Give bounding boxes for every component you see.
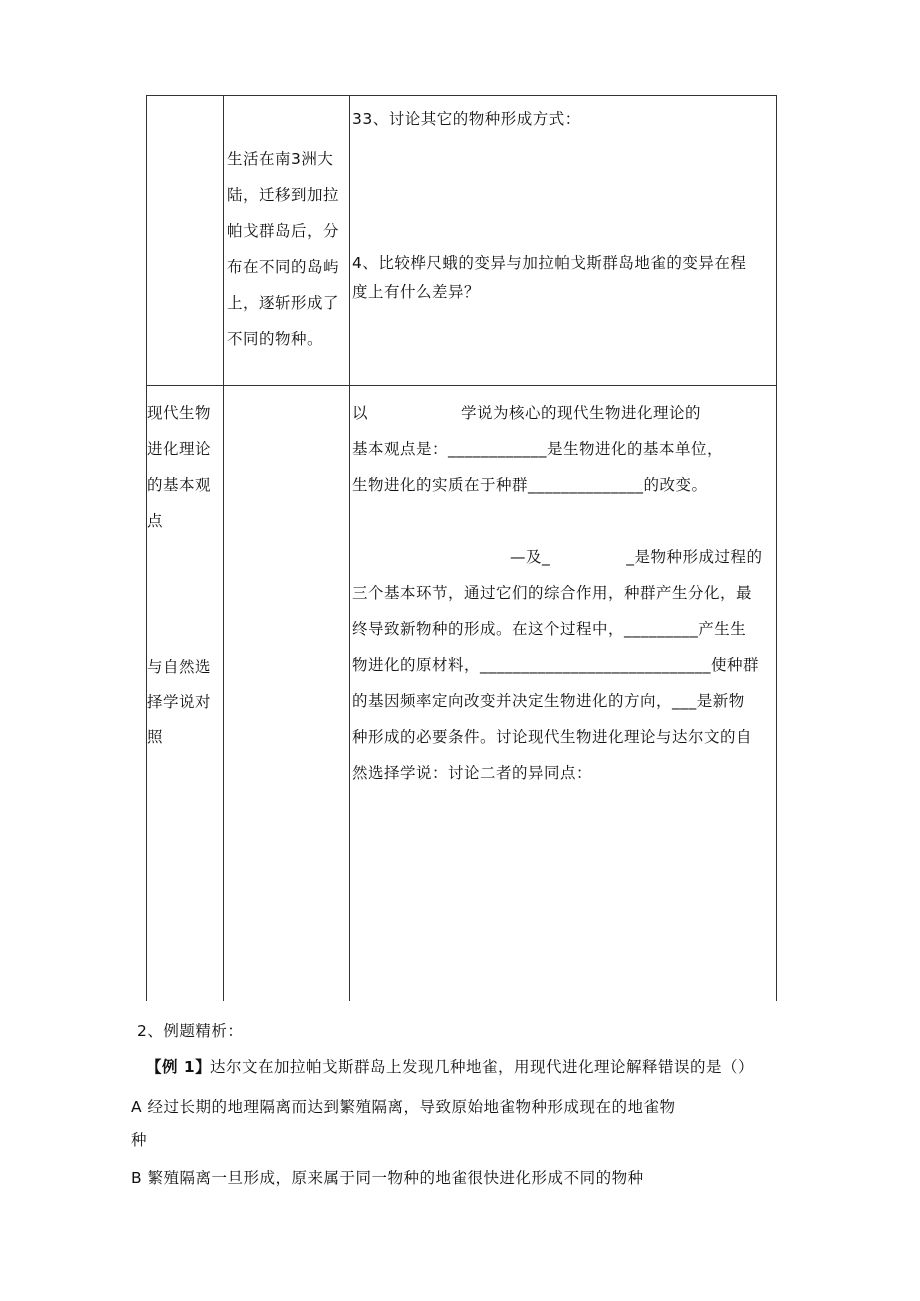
row1-col2-line: 上，逐斩形成了 <box>227 294 340 312</box>
row2-col1-line: 点 <box>147 512 164 530</box>
row1-col2-line: 帕戈群岛后，分 <box>227 222 340 240</box>
row1-col2-line: 布在不同的岛屿 <box>227 258 340 276</box>
table-col-divider-1 <box>223 95 224 1001</box>
para-line: 生物进化的实质在于种群______________的改变。 <box>352 476 708 494</box>
section-heading: 2、例题精析： <box>137 1022 244 1040</box>
para-line: 终导致新物种的形成。在这个过程中，_________产生生 <box>352 620 747 638</box>
para-line: 然选择学说：讨论二者的异同点： <box>352 764 593 782</box>
para-line: —及_ _是物种形成过程的 <box>510 548 763 566</box>
table-right-border <box>776 95 777 1001</box>
para-line: 基本观点是：____________是生物进化的基本单位， <box>352 440 724 458</box>
para-line: 的基因频率定向改变并决定生物进化的方向，___是新物 <box>352 692 745 710</box>
option-b: B 繁殖隔离一旦形成，原来属于同一物种的地雀很快进化形成不同的物种 <box>131 1169 644 1187</box>
question-4-line2: 度上有什么差异？ <box>352 283 481 301</box>
row2-col1-line: 进化理论 <box>147 440 212 458</box>
row2-col1-line: 的基本观 <box>147 476 212 494</box>
para-line: 学说为核心的现代生物进化理论的 <box>461 404 702 422</box>
table-row-divider <box>146 385 777 386</box>
row2-col1-line: 现代生物 <box>147 404 212 422</box>
row2-col1-line: 照 <box>147 728 164 746</box>
example-label: 【例 1】 <box>146 1058 212 1076</box>
row1-col2-line: 不同的物种。 <box>227 330 324 348</box>
row1-col2-line: 生活在南3洲大 <box>227 150 334 168</box>
option-a-line2: 种 <box>131 1131 148 1149</box>
table-left-border <box>146 95 147 1001</box>
para-line: 物进化的原材料，____________________________使种群 <box>352 656 760 674</box>
row2-col1-line: 择学说对 <box>147 693 212 711</box>
para-line: 以 <box>352 404 369 422</box>
option-a-line1: A 经过长期的地理隔离而达到繁殖隔离，导致原始地雀物种形成现在的地雀物 <box>131 1098 676 1116</box>
question-4-line1: 4、比较桦尺蛾的变异与加拉帕戈斯群岛地雀的变异在程 <box>352 254 747 272</box>
example-text: 达尔文在加拉帕戈斯群岛上发现几种地雀，用现代进化理论解释错误的是（） <box>210 1058 755 1076</box>
para-line: 三个基本环节，通过它们的综合作用，种群产生分化，最 <box>352 584 753 602</box>
question-3: 33、讨论其它的物种形成方式： <box>352 110 581 128</box>
table-col-divider-2 <box>349 95 350 1001</box>
table-top-border <box>146 95 777 96</box>
row1-col2-line: 陆，迁移到加拉 <box>227 186 340 204</box>
row2-col1-line: 与自然选 <box>147 658 212 676</box>
para-line: 种形成的必要条件。讨论现代生物进化理论与达尔文的自 <box>352 728 753 746</box>
